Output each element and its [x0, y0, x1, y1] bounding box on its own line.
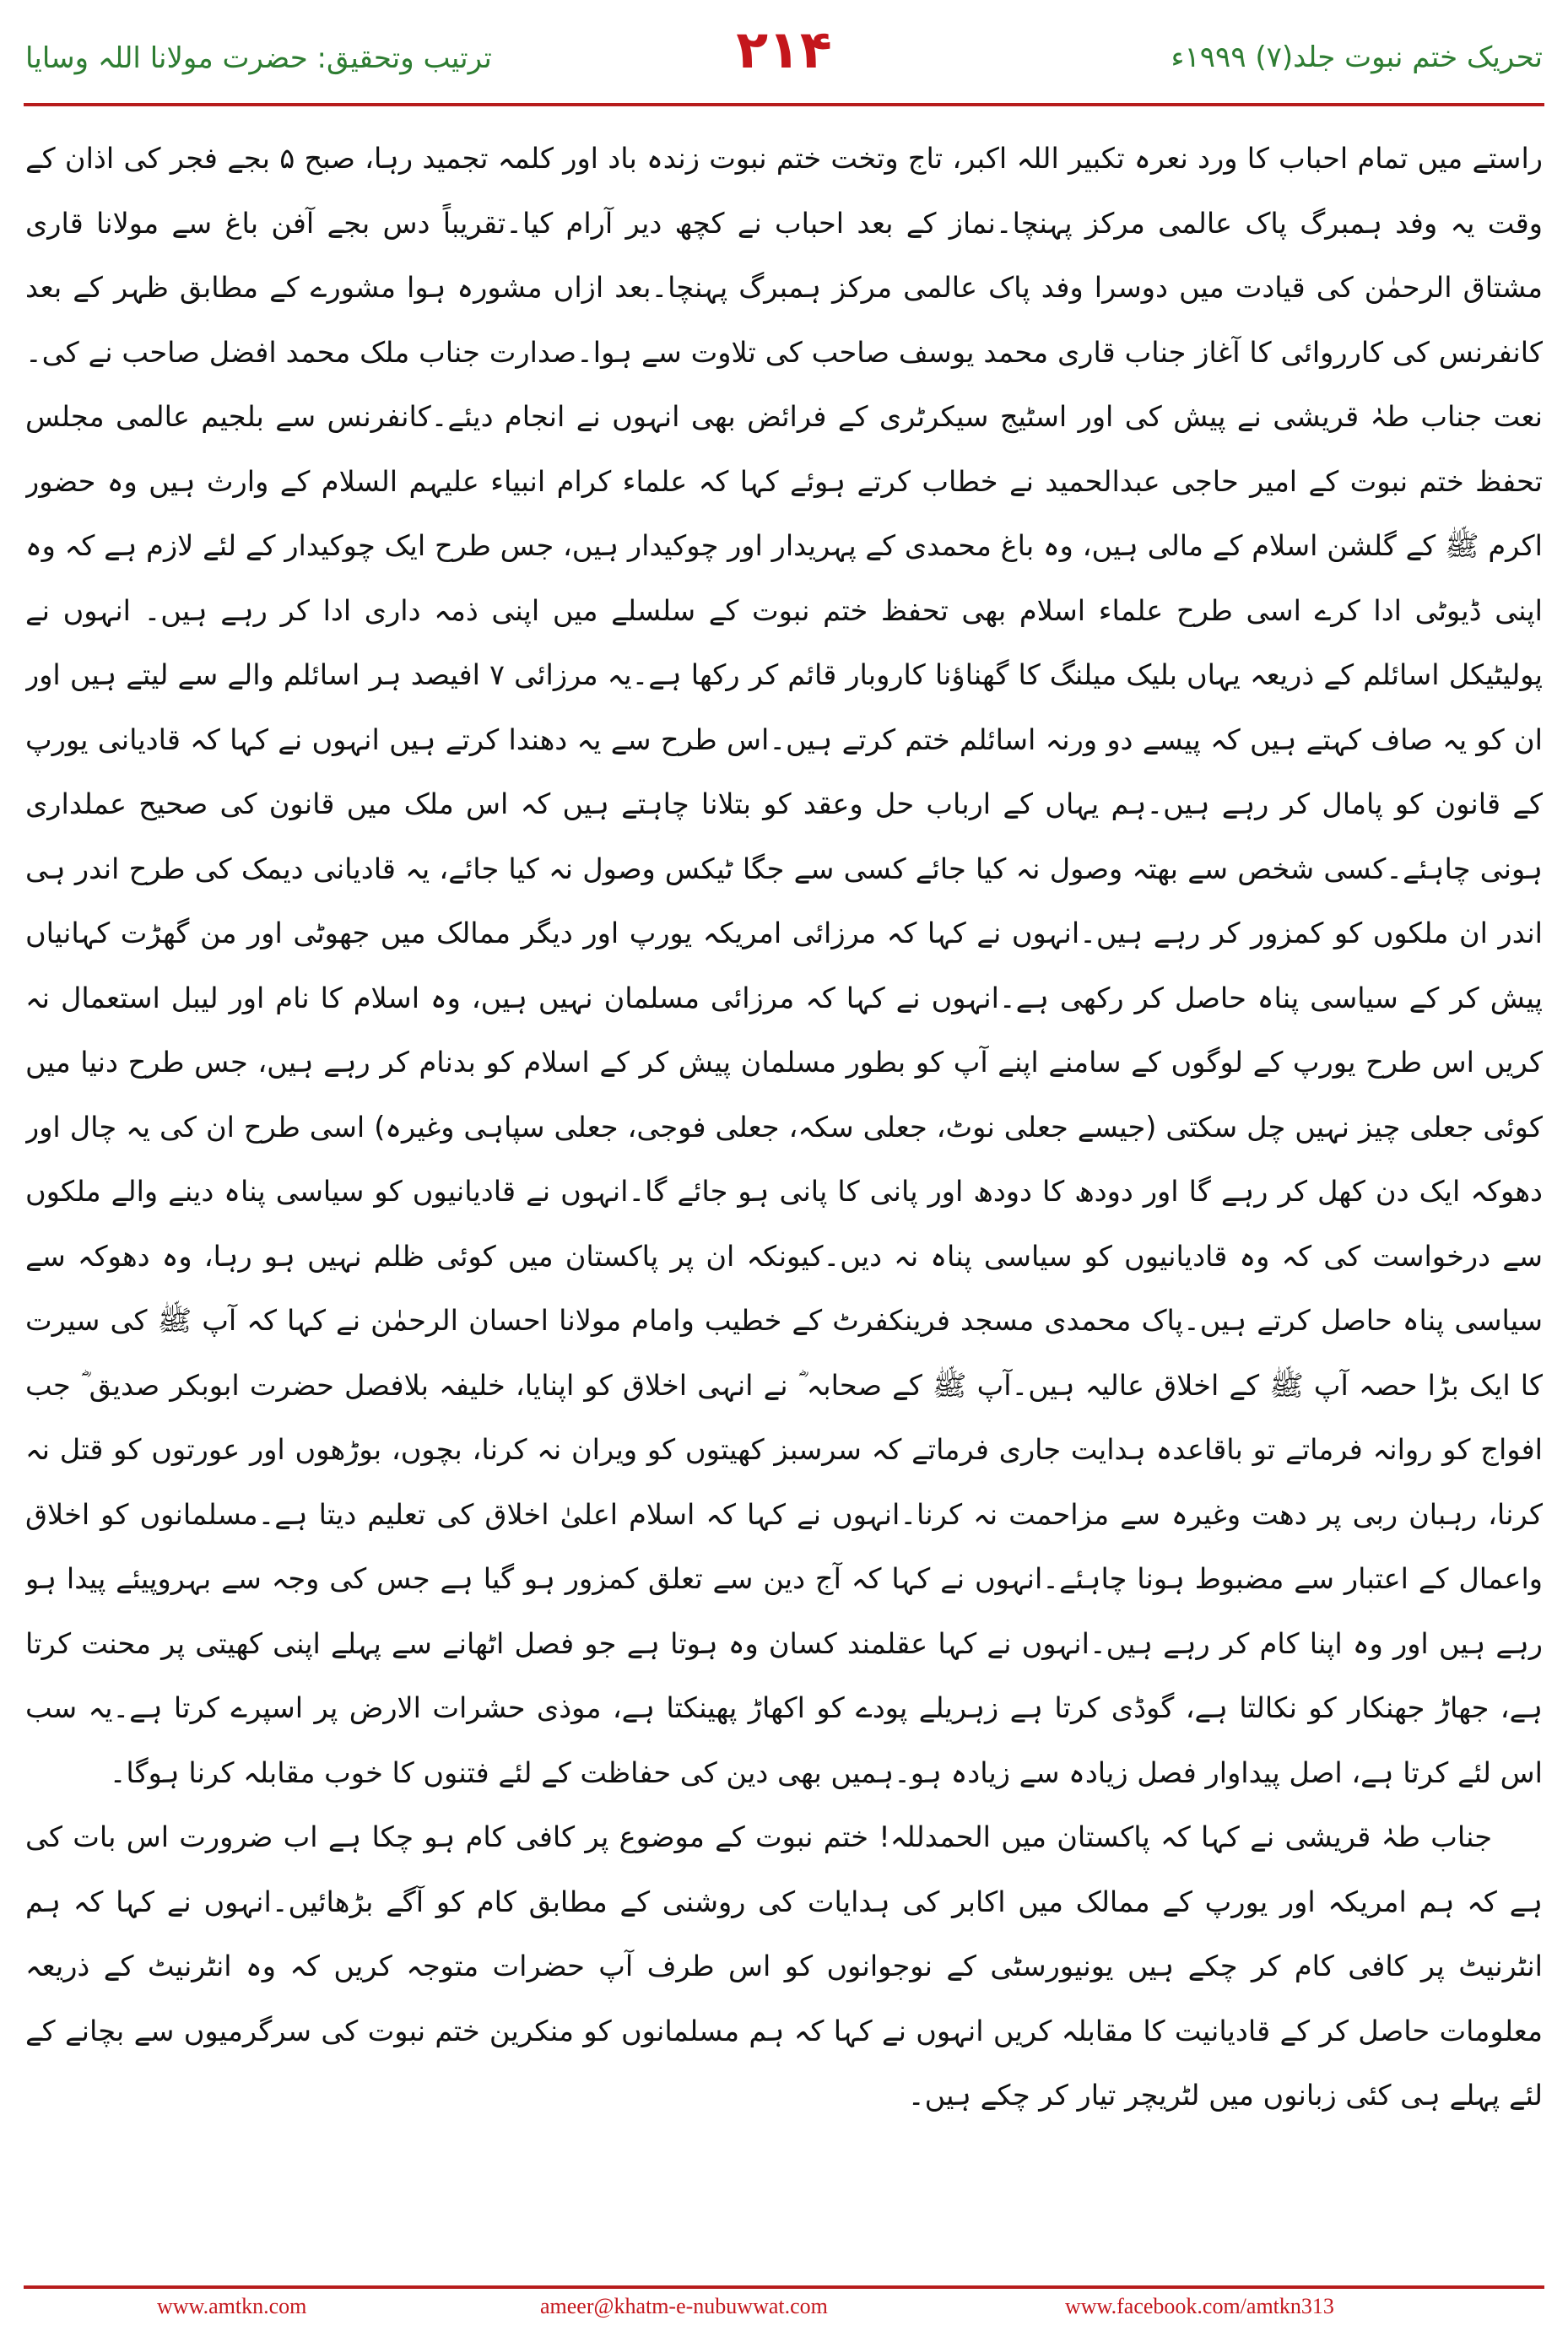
header-rule	[24, 103, 1544, 106]
page-header	[0, 0, 1568, 101]
email-link[interactable]: ameer@khatm-e-nubuwwat.com	[540, 2294, 828, 2318]
paragraph-2: جناب طہٰ قریشی نے کہا کہ پاکستان میں الحمدللہ! ختم نبوت کے موضوع پر کافی کام ہو چکا ہے اب ضرورت اس بات کی ہے کہ ہم امریکہ اور یورپ کے ممالک میں اکابر کی ہدایات کی روشنی کے مطابق کام کو آگے بڑھائیں۔انہوں نے کہا کہ ہم انٹرنیٹ پر کافی کام کر چکے ہیں یونیورسٹی کے نوجوانوں کو اس طرف آپ حضرات متوجہ کریں کہ وہ انٹرنیٹ کے ذریعہ معلومات حاصل کر کے قادیانیت کا مقابلہ کریں انہوں نے کہا کہ ہم مسلمانوں کو منکرین ختم نبوت کی سرگرمیوں سے بچانے کے لئے پہلے ہی کئی زبانوں میں لٹریچر تیار کر چکے ہیں۔	[25, 1820, 1543, 2112]
book-title: تحریک ختم نبوت جلد(۷) ۱۹۹۹ء	[1171, 41, 1543, 74]
page-number: ۲۱۴	[736, 19, 832, 80]
compiler-title: ترتیب وتحقیق: حضرت مولانا اللہ وسایا	[25, 41, 492, 75]
paragraph-1: راستے میں تمام احباب کا ورد نعرہ تکبیر اللہ اکبر، تاج وتخت ختم نبوت زندہ باد اور کلمہ تجمید رہا، صبح ۵ بجے فجر کی اذان کے وقت یہ وفد ہمبرگ پاک عالمی مرکز پہنچا۔نماز کے بعد احباب نے کچھ دیر آرام کیا۔تقریباً دس بجے آفن باغ سے مولانا قاری مشتاق الرحمٰن کی قیادت میں دوسرا وفد پاک عالمی مرکز ہمبرگ پہنچا۔بعد ازاں مشورہ ہوا مشورے کے مطابق ظہر کے بعد کانفرنس کی کارروائی کا آغاز جناب قاری محمد یوسف صاحب کی تلاوت سے ہوا۔صدارت جناب ملک محمد افضل صاحب نے کی۔نعت جناب طہٰ قریشی نے پیش کی اور اسٹیج سیکرٹری کے فرائض بھی انہوں نے انجام دیئے۔کانفرنس سے بلجیم عالمی مجلس تحفظ ختم نبوت کے امیر حاجی عبدالحمید نے خطاب کرتے ہوئے کہا کہ علماء کرام انبیاء علیہم السلام کے وارث ہیں وہ حضور اکرم ﷺ کے گلشن اسلام کے مالی ہیں، وہ باغ محمدی کے پہریدار اور چوکیدار ہیں، جس طرح ایک چوکیدار کے لئے لازم ہے کہ وہ اپنی ڈیوٹی ادا کرے اسی طرح علماء اسلام بھی تحفظ ختم نبوت کے سلسلے میں اپنی ذمہ داری ادا کر رہے ہیں۔ انہوں نے پولیٹیکل اسائلم کے ذریعہ یہاں بلیک میلنگ کا گھناؤنا کاروبار قائم کر رکھا ہے۔یہ مرزائی ۷ افیصد ہر اسائلم والے سے لیتے ہیں اور ان کو یہ صاف کہتے ہیں کہ پیسے دو ورنہ اسائلم ختم کرتے ہیں۔اس طرح سے یہ دھندا کرتے ہیں انہوں نے کہا کہ قادیانی یورپ کے قانون کو پامال کر رہے ہیں۔ہم یہاں کے ارباب حل وعقد کو بتلانا چاہتے ہیں کہ اس ملک میں قانون کی صحیح عملداری ہونی چاہئے۔کسی شخص سے بھتہ وصول نہ کیا جائے کسی سے جگا ٹیکس وصول نہ کیا جائے، یہ قادیانی دیمک کی طرح اندر ہی اندر ان ملکوں کو کمزور کر رہے ہیں۔انہوں نے کہا کہ مرزائی امریکہ یورپ اور دیگر ممالک میں جھوٹی اور من گھڑت کہانیاں پیش کر کے سیاسی پناہ حاصل کر رکھی ہے۔انہوں نے کہا کہ مرزائی مسلمان نہیں ہیں، وہ اسلام کا نام اور لیبل استعمال نہ کریں اس طرح یورپ کے لوگوں کے سامنے اپنے آپ کو بطور مسلمان پیش کر کے اسلام کو بدنام کر رہے ہیں، جس طرح دنیا میں کوئی جعلی چیز نہیں چل سکتی (جیسے جعلی نوٹ، جعلی سکہ، جعلی فوجی، جعلی سپاہی وغیرہ) اسی طرح ان کی یہ چال اور دھوکہ ایک دن کھل کر رہے گا اور دودھ کا دودھ اور پانی کا پانی ہو جائے گا۔انہوں نے قادیانیوں کو سیاسی پناہ دینے والے ملکوں سے درخواست کی کہ وہ قادیانیوں کو سیاسی پناہ نہ دیں۔کیونکہ ان پر پاکستان میں کوئی ظلم نہیں ہو رہا، وہ دھوکہ سے سیاسی پناہ حاصل کرتے ہیں۔پاک محمدی مسجد فرینکفرٹ کے خطیب وامام مولانا احسان الرحمٰن نے کہا کہ آپ ﷺ کی سیرت کا ایک بڑا حصہ آپ ﷺ کے اخلاق عالیہ ہیں۔آپ ﷺ کے صحابہ ؓ نے انہی اخلاق کو اپنایا، خلیفہ بلافصل حضرت ابوبکر صدیق ؓ جب افواج کو روانہ فرماتے تو باقاعدہ ہدایت جاری فرماتے کہ سرسبز کھیتوں کو ویران نہ کرنا، بچوں، بوڑھوں اور عورتوں کو قتل نہ کرنا، رہبان ربی پر دھت وغیرہ سے مزاحمت نہ کرنا۔انہوں نے کہا کہ اسلام اعلیٰ اخلاق کی تعلیم دیتا ہے۔مسلمانوں کو اخلاق واعمال کے اعتبار سے مضبوط ہونا چاہئے۔انہوں نے کہا کہ آج دین سے تعلق کمزور ہو گیا ہے جس کی وجہ سے بہروپیئے پیدا ہو رہے ہیں اور وہ اپنا کام کر رہے ہیں۔انہوں نے کہا عقلمند کسان وہ ہوتا ہے جو فصل اٹھانے سے پہلے اپنی کھیتی پر محنت کرتا ہے، جھاڑ جھنکار کو نکالتا ہے، گوڈی کرتا ہے زہریلے پودے کو اکھاڑ پھینکتا ہے، موذی حشرات الارض پر اسپرے کرتا ہے۔یہ سب اس لئے کرتا ہے، اصل پیداوار فصل زیادہ سے زیادہ ہو۔ہمیں بھی دین کی حفاظت کے لئے فتنوں کا خوب مقابلہ کرنا ہوگا۔	[25, 142, 1543, 1789]
article-body	[25, 127, 1543, 2270]
website-link[interactable]: www.amtkn.com	[157, 2294, 307, 2318]
facebook-link[interactable]: www.facebook.com/amtkn313	[1065, 2294, 1334, 2318]
footer-rule	[24, 2285, 1544, 2289]
